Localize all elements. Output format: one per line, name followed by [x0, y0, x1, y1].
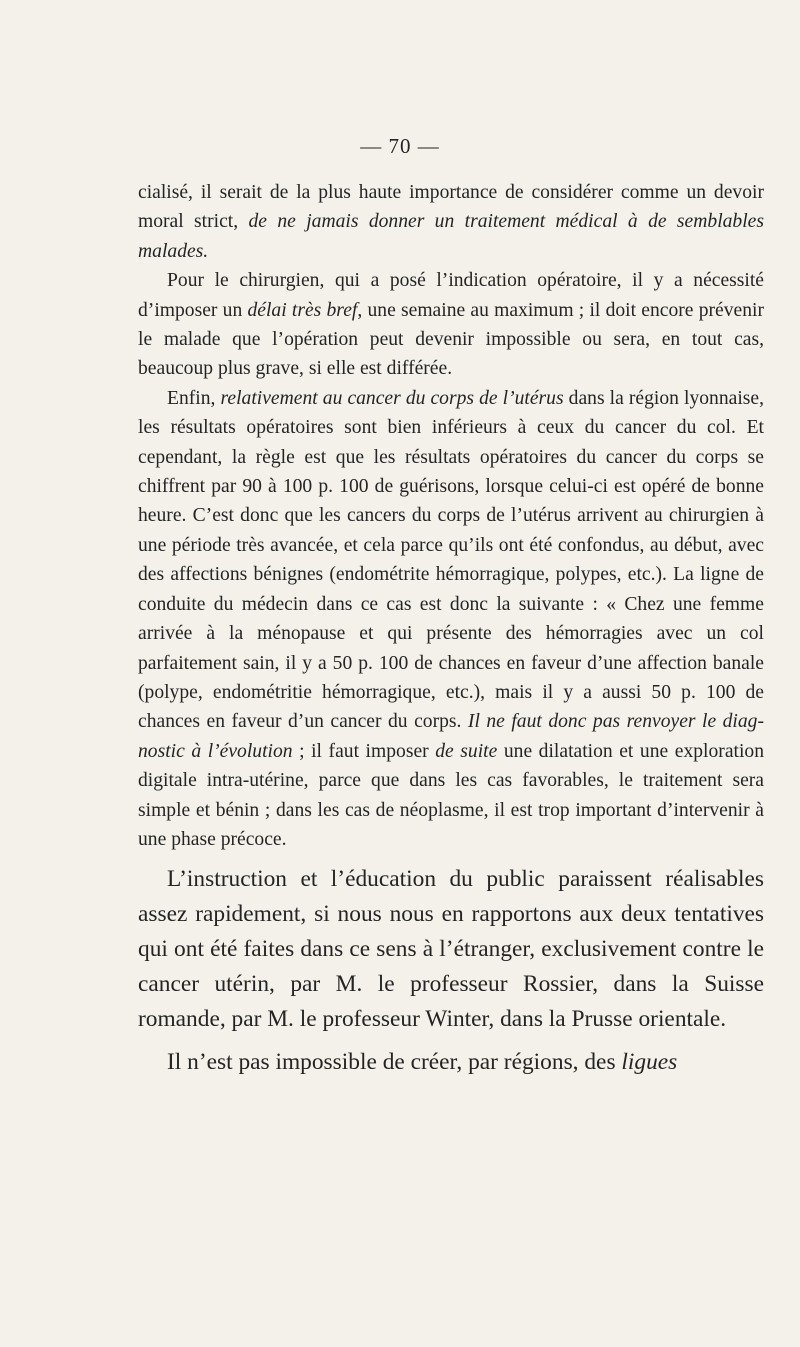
- text-run: L’instruction et l’éducation du public paraissent réalisables assez rapidement, si nous nous en rapportons aux deux tentatives qui ont été faites dans ce sens à l’étranger, exclusivement contre le cancer utérin, par M. le professeur Rossier, dans la Suisse romande, par M. le professeur Winter, dans la Prusse orientale.: [138, 866, 764, 1033]
- paragraph-5: [138, 1045, 764, 1080]
- text-run: Pour le chirurgien, qui a posé l’indication opératoire, il y a nécessité d’imposer un: [138, 270, 764, 321]
- paragraph-4: [138, 862, 764, 1037]
- italic-text: relativement au cancer du corps de l’utérus: [220, 387, 564, 409]
- italic-text: de suite: [435, 740, 498, 762]
- text-run: une dilatation et une exploration digitale intra-utérine, parce que dans les cas favorables, le traitement sera simple et bénin ; dans les cas de néoplasme, il est trop important d’intervenir à une phase précoce.: [138, 740, 764, 850]
- paragraph-1: [138, 178, 764, 266]
- body-text: [138, 178, 764, 1080]
- text-run: Enfin,: [167, 387, 221, 409]
- paragraph-2: [138, 266, 764, 384]
- text-run: dans la région lyonnaise, les résultats opératoires sont bien inférieurs à ceux du cancer du col. Et cependant, la règle est que les résultats opératoires du cancer du corps se chiffrent par 90 à 100 p. 100 de guérisons, lorsque celui-ci est opéré de bonne heure. C’est donc que les cancers du corps de l’utérus arrivent au chirurgien à une période très avancée, et cela parce qu’ils ont été confondus, au début, avec des affections bénignes (endométrite hémorragique, polypes, etc.). La ligne de conduite du médecin dans ce cas est donc la suivante : « Chez une femme arrivée à la ménopause et qui présente des hémorragies avec un col parfaitement sain, il y a 50 p. 100 de chances en faveur d’une affection banale (polype, endométritie hémorragique, etc.), mais il y a aussi 50 p. 100 de chances en faveur d’un cancer du corps.: [138, 387, 764, 733]
- italic-text: délai très bref: [247, 299, 358, 321]
- paragraph-3: [138, 384, 764, 855]
- italic-text: de ne jamais donner un traitement médical à de semblables malades.: [138, 211, 764, 262]
- page-number: — 70 —: [360, 134, 440, 158]
- text-run: cialisé, il serait de la plus haute importance de considérer comme un devoir moral strict,: [138, 182, 764, 233]
- italic-text: Il ne faut donc pas renvoyer le diagnostic à l’évolution: [138, 711, 765, 762]
- text-run: , une semaine au maximum ; il doit encore prévenir le malade que l’opération peut devenir impossible ou sera, en tout cas, beaucoup plus grave, si elle est différée.: [138, 299, 764, 380]
- italic-text: ligues: [621, 1049, 678, 1076]
- text-run: ; il faut imposer: [292, 740, 436, 762]
- text-run: Il n’est pas impossible de créer, par régions, des: [167, 1049, 622, 1076]
